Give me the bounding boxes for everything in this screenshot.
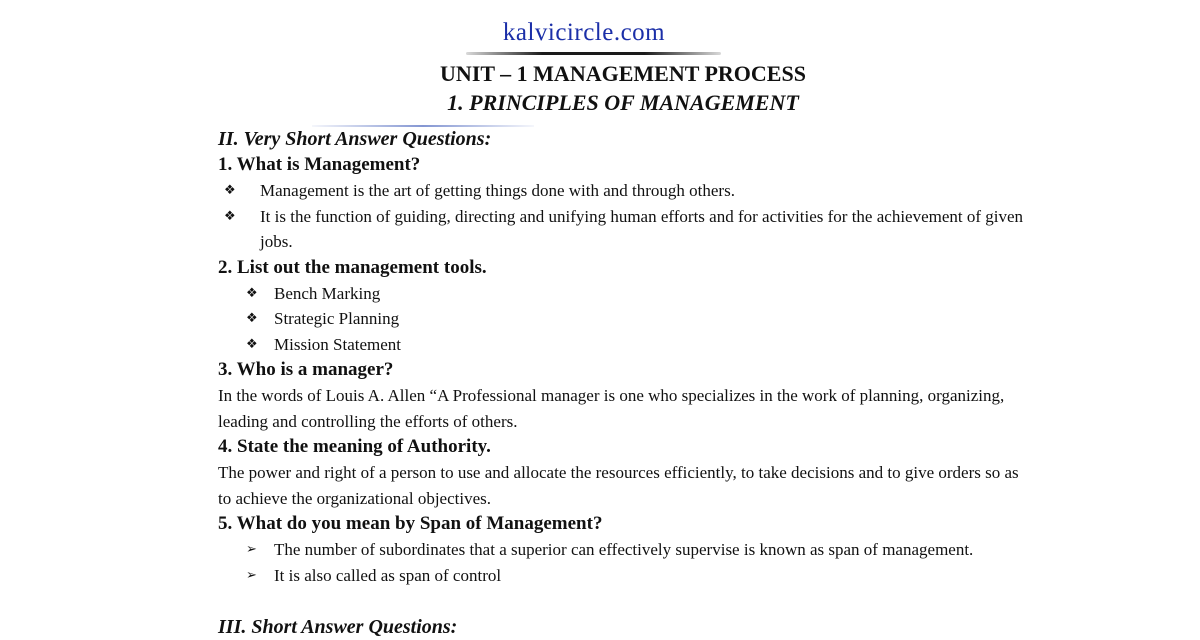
diamond-bullet-icon: ❖ (246, 285, 258, 301)
answer-bullet-list (218, 178, 1028, 255)
bullet-text: Mission Statement (274, 334, 402, 354)
list-item (218, 306, 1028, 332)
question-title: 3. Who is a manager? (218, 359, 394, 380)
list-item (218, 204, 1028, 255)
answer-paragraph: In the words of Louis A. Allen “A Professional manager is one who specializes in the work of planning, organizing, leading and controlling the efforts of others. (218, 386, 1005, 431)
list-item (218, 332, 1028, 358)
document-body (218, 126, 1028, 588)
bullet-text: Strategic Planning (274, 309, 400, 328)
diamond-bullet-icon: ❖ (224, 183, 236, 198)
arrowhead-bullet-icon: ➢ (246, 567, 257, 583)
question-title: 4. State the meaning of Authority. (218, 436, 491, 457)
bullet-text: It is the function of guiding, directing and unifying human efforts and for activities for the achievement of given jobs. (260, 206, 1024, 251)
answer-paragraph: The power and right of a person to use and allocate the resources efficiently, to take decisions and to give orders so as to achieve the organizational objectives. (218, 463, 1019, 508)
bullet-text: It is also called as span of control (274, 565, 502, 585)
list-item (218, 537, 1028, 563)
diamond-bullet-icon: ❖ (224, 208, 236, 224)
unit-title: UNIT – 1 MANAGEMENT PROCESS (440, 61, 806, 86)
arrowhead-bullet-icon: ➢ (246, 542, 257, 557)
list-item (218, 178, 1028, 204)
answer-bullet-list (218, 537, 1028, 588)
bullet-text: Bench Marking (274, 283, 381, 303)
question-title: 5. What do you mean by Span of Management? (218, 513, 603, 534)
section-heading: II. Very Short Answer Questions: (218, 128, 492, 150)
answer-bullet-list (218, 281, 1028, 358)
bullet-text: Management is the art of getting things done with and through others. (260, 181, 735, 200)
diamond-bullet-icon: ❖ (246, 336, 258, 352)
bullet-text: The number of subordinates that a superior can effectively supervise is known as span of management. (274, 540, 974, 559)
chapter-title: 1. PRINCIPLES OF MANAGEMENT (447, 90, 799, 115)
list-item (218, 563, 1028, 589)
site-title: kalvicircle.com (502, 19, 666, 46)
next-section-heading: III. Short Answer Questions: (218, 616, 458, 638)
question-title: 1. What is Management? (218, 154, 421, 175)
list-item (218, 281, 1028, 307)
diamond-bullet-icon: ❖ (246, 311, 258, 326)
site-title-underline (466, 52, 721, 55)
question-title: 2. List out the management tools. (218, 256, 487, 278)
